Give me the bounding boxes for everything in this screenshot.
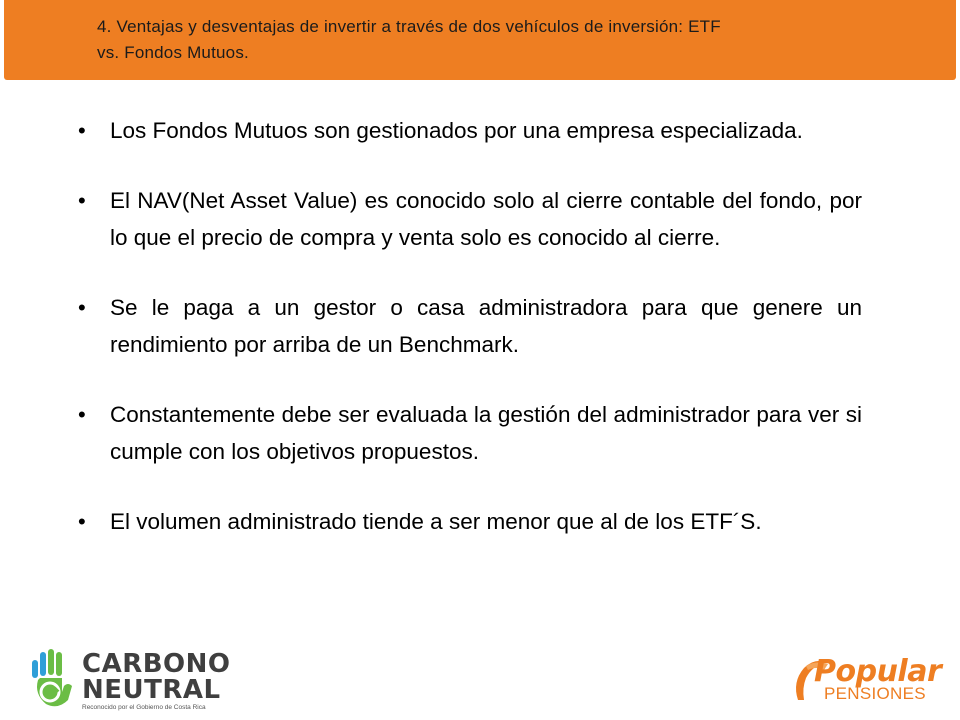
pensiones-wordmark: PENSIONES bbox=[824, 684, 926, 703]
bullet-marker: • bbox=[78, 402, 86, 427]
carbono-subtitle: Reconocido por el Gobierno de Costa Rica bbox=[82, 704, 206, 711]
carbono-neutral-logo bbox=[28, 646, 231, 712]
carbono-text: CARBONO bbox=[82, 649, 231, 679]
popular-wordmark: Popular bbox=[814, 654, 942, 689]
bullet-item bbox=[70, 396, 862, 470]
hand-icon bbox=[28, 646, 80, 712]
bullet-text: Los Fondos Mutuos son gestionados por una empresa especializada. bbox=[110, 118, 803, 143]
neutral-text: NEUTRAL bbox=[82, 675, 221, 705]
bullet-marker: • bbox=[78, 295, 86, 320]
bullet-item bbox=[70, 182, 862, 256]
bullet-marker: • bbox=[78, 509, 86, 534]
bullet-marker: • bbox=[78, 188, 86, 213]
bullet-text: Constantemente debe ser evaluada la gestión del administrador para ver si cumple con los objetivos propuestos. bbox=[110, 402, 862, 464]
bullet-text: Se le paga a un gestor o casa administradora para que genere un rendimiento por arriba de un Benchmark. bbox=[110, 295, 862, 357]
bullet-text: El volumen administrado tiende a ser menor que al de los ETF´S. bbox=[110, 509, 762, 534]
popular-pensiones-logo bbox=[790, 652, 950, 706]
slide-title-line2: vs. Fondos Mutuos. bbox=[97, 43, 249, 62]
slide-title-line1: 4. Ventajas y desventajas de invertir a través de dos vehículos de inversión: ETF bbox=[97, 17, 721, 36]
bullet-marker: • bbox=[78, 118, 86, 143]
bullet-item bbox=[70, 289, 862, 363]
slide-title bbox=[97, 14, 897, 66]
bullet-item bbox=[70, 503, 862, 540]
bullet-list bbox=[70, 112, 862, 573]
bullet-text: El NAV(Net Asset Value) es conocido solo al cierre contable del fondo, por lo que el precio de compra y venta solo es conocido al cierre. bbox=[110, 188, 862, 250]
header-bar bbox=[4, 0, 956, 80]
bullet-item bbox=[70, 112, 862, 149]
